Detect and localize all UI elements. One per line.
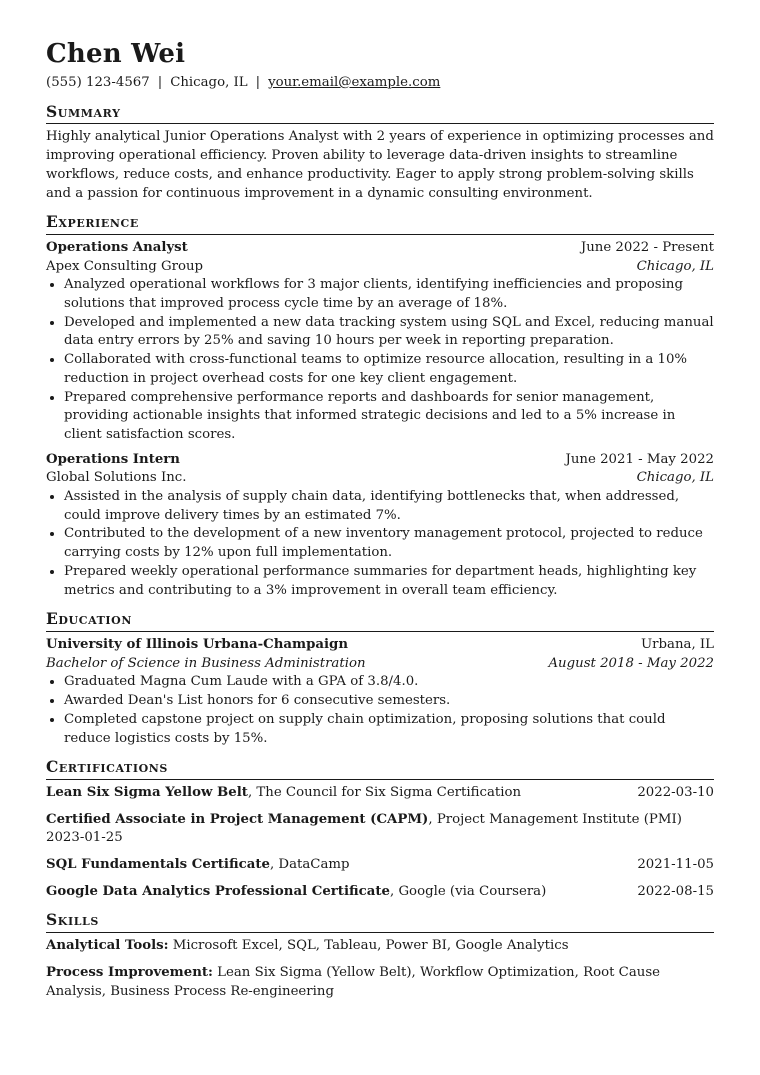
certification-issuer: , DataCamp [269, 857, 350, 873]
skill-label: Process Improvement: [46, 964, 213, 980]
certification-issuer: , Project Management Institute (PMI) [428, 811, 682, 827]
section-title-summary: Summary [46, 103, 714, 125]
contact-separator: | [157, 75, 163, 90]
school-name: University of Illinois Urbana-Champaign [46, 636, 349, 652]
location: Chicago, IL [170, 75, 248, 90]
bullet-item: • Graduated Magna Cum Laude with a GPA of 3.8/4.0. [64, 673, 714, 692]
bullet-item: • Prepared weekly operational performance summaries for department heads, highlighting key metrics and contributing to a 3% improvement in overall team efficiency. [64, 563, 714, 600]
bullet-item: • Completed capstone project on supply chain optimization, proposing solutions that could reduce logistics costs by 15%. [64, 711, 714, 748]
certification-date: 2021-11-05 [637, 857, 714, 873]
certification-issuer: , Google (via Coursera) [389, 883, 547, 899]
bullet-item: • Developed and implemented a new data tracking system using SQL and Excel, reducing manual data entry errors by 25% and saving 10 hours per week in reporting preparation. [64, 314, 714, 351]
job-bullets [46, 488, 714, 600]
certification-date: 2023-01-25 [46, 830, 123, 846]
skill-value: Lean Six Sigma (Yellow Belt), Workflow Optimization, Root Cause Analysis, Business Process Re-engineering [46, 964, 661, 999]
job-company: Apex Consulting Group [46, 258, 204, 274]
skill-value: Microsoft Excel, SQL, Tableau, Power BI, Google Analytics [168, 938, 569, 954]
job-bullets [46, 276, 714, 444]
certification-item [46, 883, 714, 902]
degree: Bachelor of Science in Business Administration [46, 655, 366, 671]
section-title-education: Education [46, 610, 714, 632]
certification-name: Certified Associate in Project Management (CAPM) [46, 811, 429, 827]
bullet-item: • Assisted in the analysis of supply chain data, identifying bottlenecks that, when addressed, could improve delivery times by an estimated 7%. [64, 488, 714, 525]
certification-date: 2022-08-15 [637, 883, 714, 899]
candidate-name: Chen Wei [46, 39, 186, 69]
job-location: Chicago, IL [636, 470, 714, 486]
phone-number: (555) 123-4567 [46, 75, 150, 90]
bullet-item: • Collaborated with cross-functional teams to optimize resource allocation, resulting in a 10% reduction in project overhead costs for one key client engagement. [64, 351, 714, 388]
school-location: Urbana, IL [640, 636, 714, 652]
contact-line [46, 74, 714, 93]
job-company: Global Solutions Inc. [46, 470, 187, 486]
summary-text: Highly analytical Junior Operations Analyst with 2 years of experience in optimizing processes and improving operational efficiency. Proven ability to leverage data-driven insights to streamline workflows, reduce costs, and enhance productivity. Eager to apply strong problem-solving skills and a passion for continuous improvement in a dynamic consulting environment. [46, 129, 714, 201]
bullet-item: • Contributed to the development of a new inventory management protocol, projected to reduce carrying costs by 12% upon full implementation. [64, 525, 714, 562]
experience-entry [46, 239, 714, 445]
section-title-certifications: Certifications [46, 758, 714, 780]
contact-separator: | [255, 75, 261, 90]
bullet-item: • Awarded Dean's List honors for 6 consecutive semesters. [64, 692, 714, 711]
bullet-item: • Analyzed operational workflows for 3 major clients, identifying inefficiencies and proposing solutions that improved process cycle time by an average of 18%. [64, 276, 714, 313]
certification-item [46, 811, 714, 848]
education-bullets [46, 673, 714, 748]
section-title-skills: Skills [46, 911, 714, 933]
skill-item [46, 964, 714, 1001]
experience-entry [46, 451, 714, 601]
certification-item [46, 856, 714, 875]
skill-label: Analytical Tools: [46, 938, 169, 954]
bullet-item: • Prepared comprehensive performance reports and dashboards for senior management, providing actionable insights that informed strategic decisions and led to a 5% increase in client satisfaction scores. [64, 389, 714, 445]
job-role: Operations Intern [46, 451, 180, 467]
email-link[interactable]: your.email@example.com [268, 75, 441, 90]
certification-name: SQL Fundamentals Certificate [46, 857, 270, 873]
section-title-experience: Experience [46, 213, 714, 235]
certification-issuer: , The Council for Six Sigma Certification [247, 784, 522, 800]
job-dates: June 2022 - Present [580, 239, 714, 255]
certification-date: 2022-03-10 [637, 784, 714, 800]
certification-item [46, 784, 714, 803]
education-dates: August 2018 - May 2022 [548, 655, 714, 671]
job-role: Operations Analyst [46, 239, 188, 255]
skill-item [46, 937, 714, 956]
certification-name: Google Data Analytics Professional Certificate [46, 883, 390, 899]
certification-name: Lean Six Sigma Yellow Belt [46, 784, 248, 800]
education-entry [46, 636, 714, 748]
job-location: Chicago, IL [636, 258, 714, 274]
job-dates: June 2021 - May 2022 [565, 451, 714, 467]
